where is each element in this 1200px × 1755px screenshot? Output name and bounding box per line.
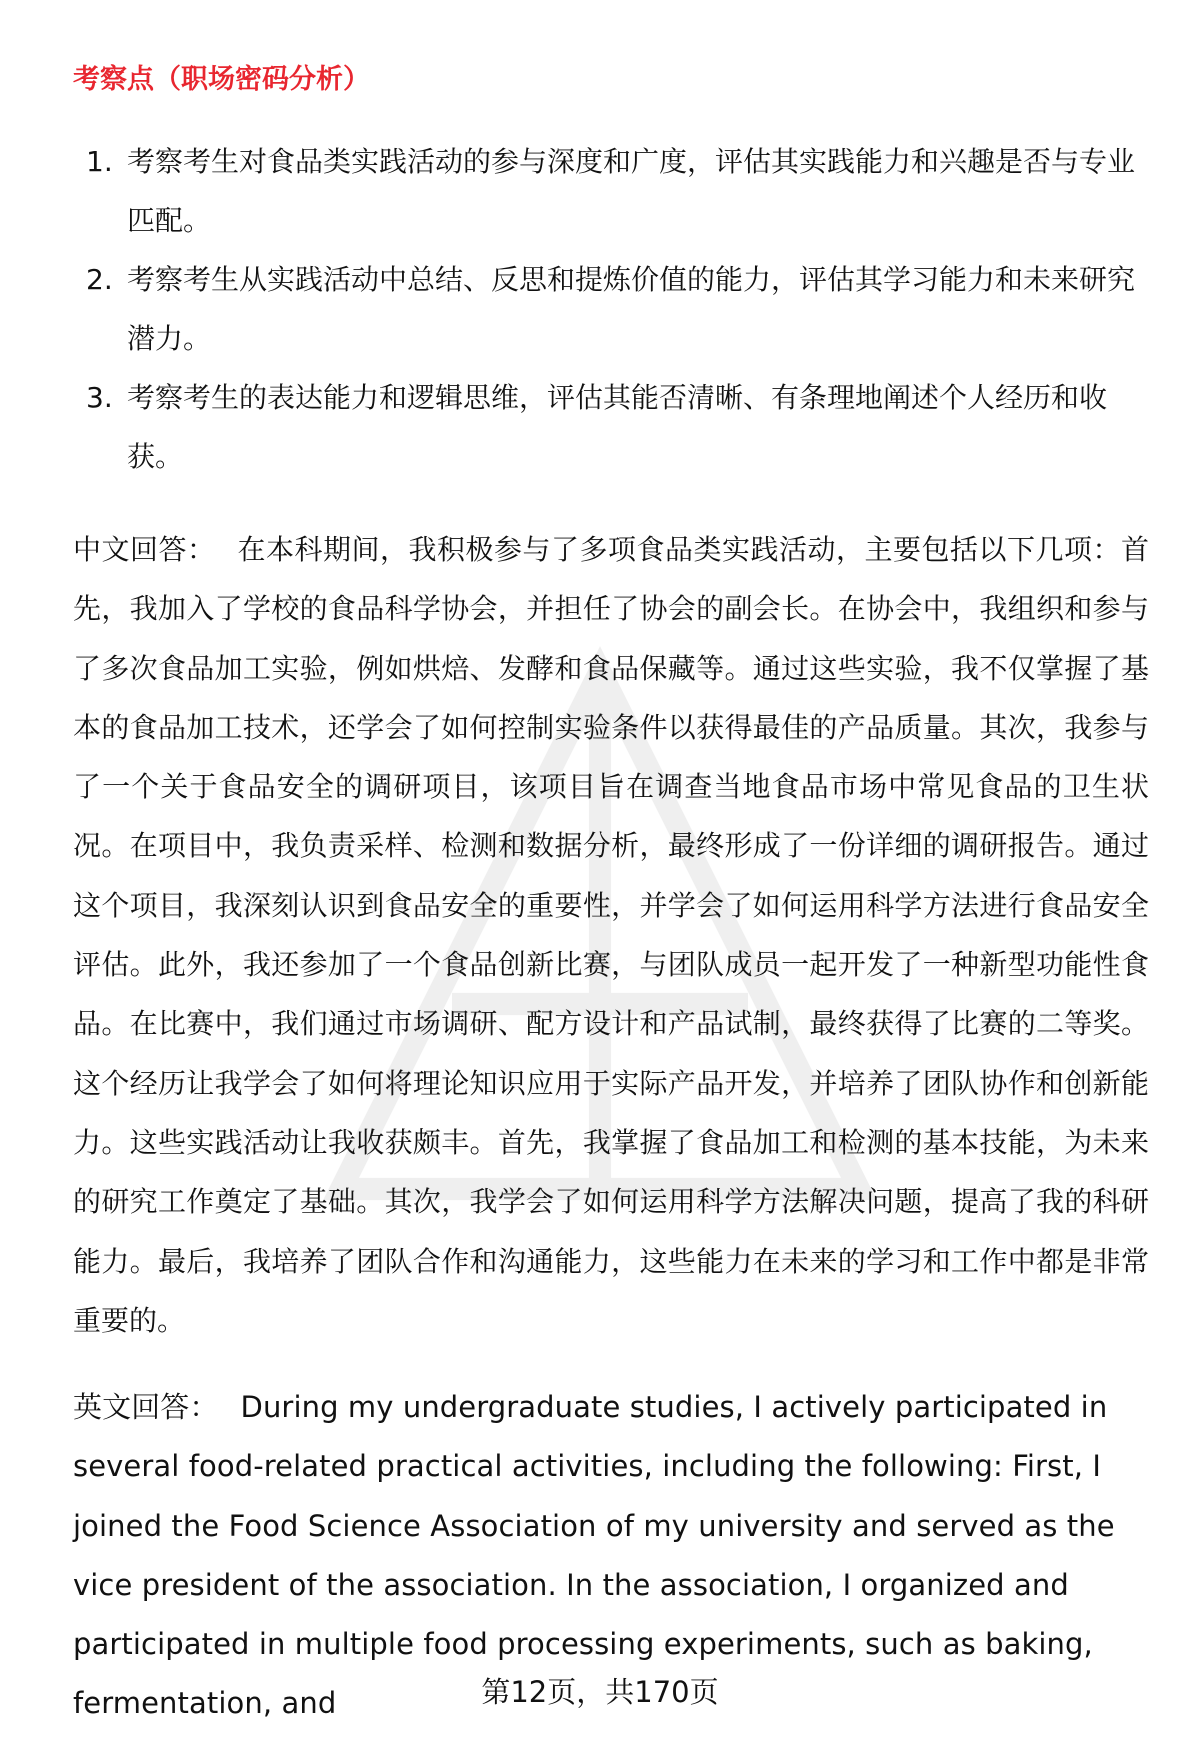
list-item-text: 考察考生从实践活动中总结、反思和提炼价值的能力，评估其学习能力和未来研究潜力。 bbox=[127, 263, 1136, 355]
chinese-answer-label: 中文回答： bbox=[73, 533, 216, 566]
chinese-answer-paragraph bbox=[73, 520, 1149, 1350]
section-title: 考察点（职场密码分析） bbox=[73, 64, 370, 95]
list-item-text: 考察考生的表达能力和逻辑思维，评估其能否清晰、有条理地阐述个人经历和收获。 bbox=[127, 381, 1108, 473]
list-item-number: 2. bbox=[86, 263, 113, 296]
list-item-text: 考察考生对食品类实践活动的参与深度和广度，评估其实践能力和兴趣是否与专业匹配。 bbox=[127, 145, 1136, 237]
page-number-footer: 第12页，共170页 bbox=[481, 1675, 719, 1709]
list-item-number: 3. bbox=[86, 381, 113, 414]
list-item-number: 1. bbox=[86, 145, 113, 178]
exam-points-list bbox=[73, 132, 1149, 486]
list-item bbox=[73, 368, 1149, 486]
list-item bbox=[73, 132, 1149, 250]
english-answer-label: 英文回答： bbox=[73, 1390, 219, 1424]
list-item bbox=[73, 250, 1149, 368]
english-answer-text: During my undergraduate studies, I actively participated in several food-related practical activities, including the following: First, I joined the Food Science Association of my university and served as the vice president of the association. In the association, I organized and participated in multiple food processing experiments, such as baking, fermentation, and bbox=[73, 1390, 1115, 1721]
chinese-answer-text: 在本科期间，我积极参与了多项食品类实践活动，主要包括以下几项：首先，我加入了学校的食品科学协会，并担任了协会的副会长。在协会中，我组织和参与了多次食品加工实验，例如烘焙、发酵和食品保藏等。通过这些实验，我不仅掌握了基本的食品加工技术，还学会了如何控制实验条件以获得最佳的产品质量。其次，我参与了一个关于食品安全的调研项目，该项目旨在调查当地食品市场中常见食品的卫生状况。在项目中，我负责采样、检测和数据分析，最终形成了一份详细的调研报告。通过这个项目，我深刻认识到食品安全的重要性，并学会了如何运用科学方法进行食品安全评估。此外，我还参加了一个食品创新比赛，与团队成员一起开发了一种新型功能性食品。在比赛中，我们通过市场调研、配方设计和产品试制，最终获得了比赛的二等奖。这个经历让我学会了如何将理论知识应用于实际产品开发，并培养了团队协作和创新能力。这些实践活动让我收获颇丰。首先，我掌握了食品加工和检测的基本技能，为未来的研究工作奠定了基础。其次，我学会了如何运用科学方法解决问题，提高了我的科研能力。最后，我培养了团队合作和沟通能力，这些能力在未来的学习和工作中都是非常重要的。 bbox=[73, 533, 1149, 1337]
